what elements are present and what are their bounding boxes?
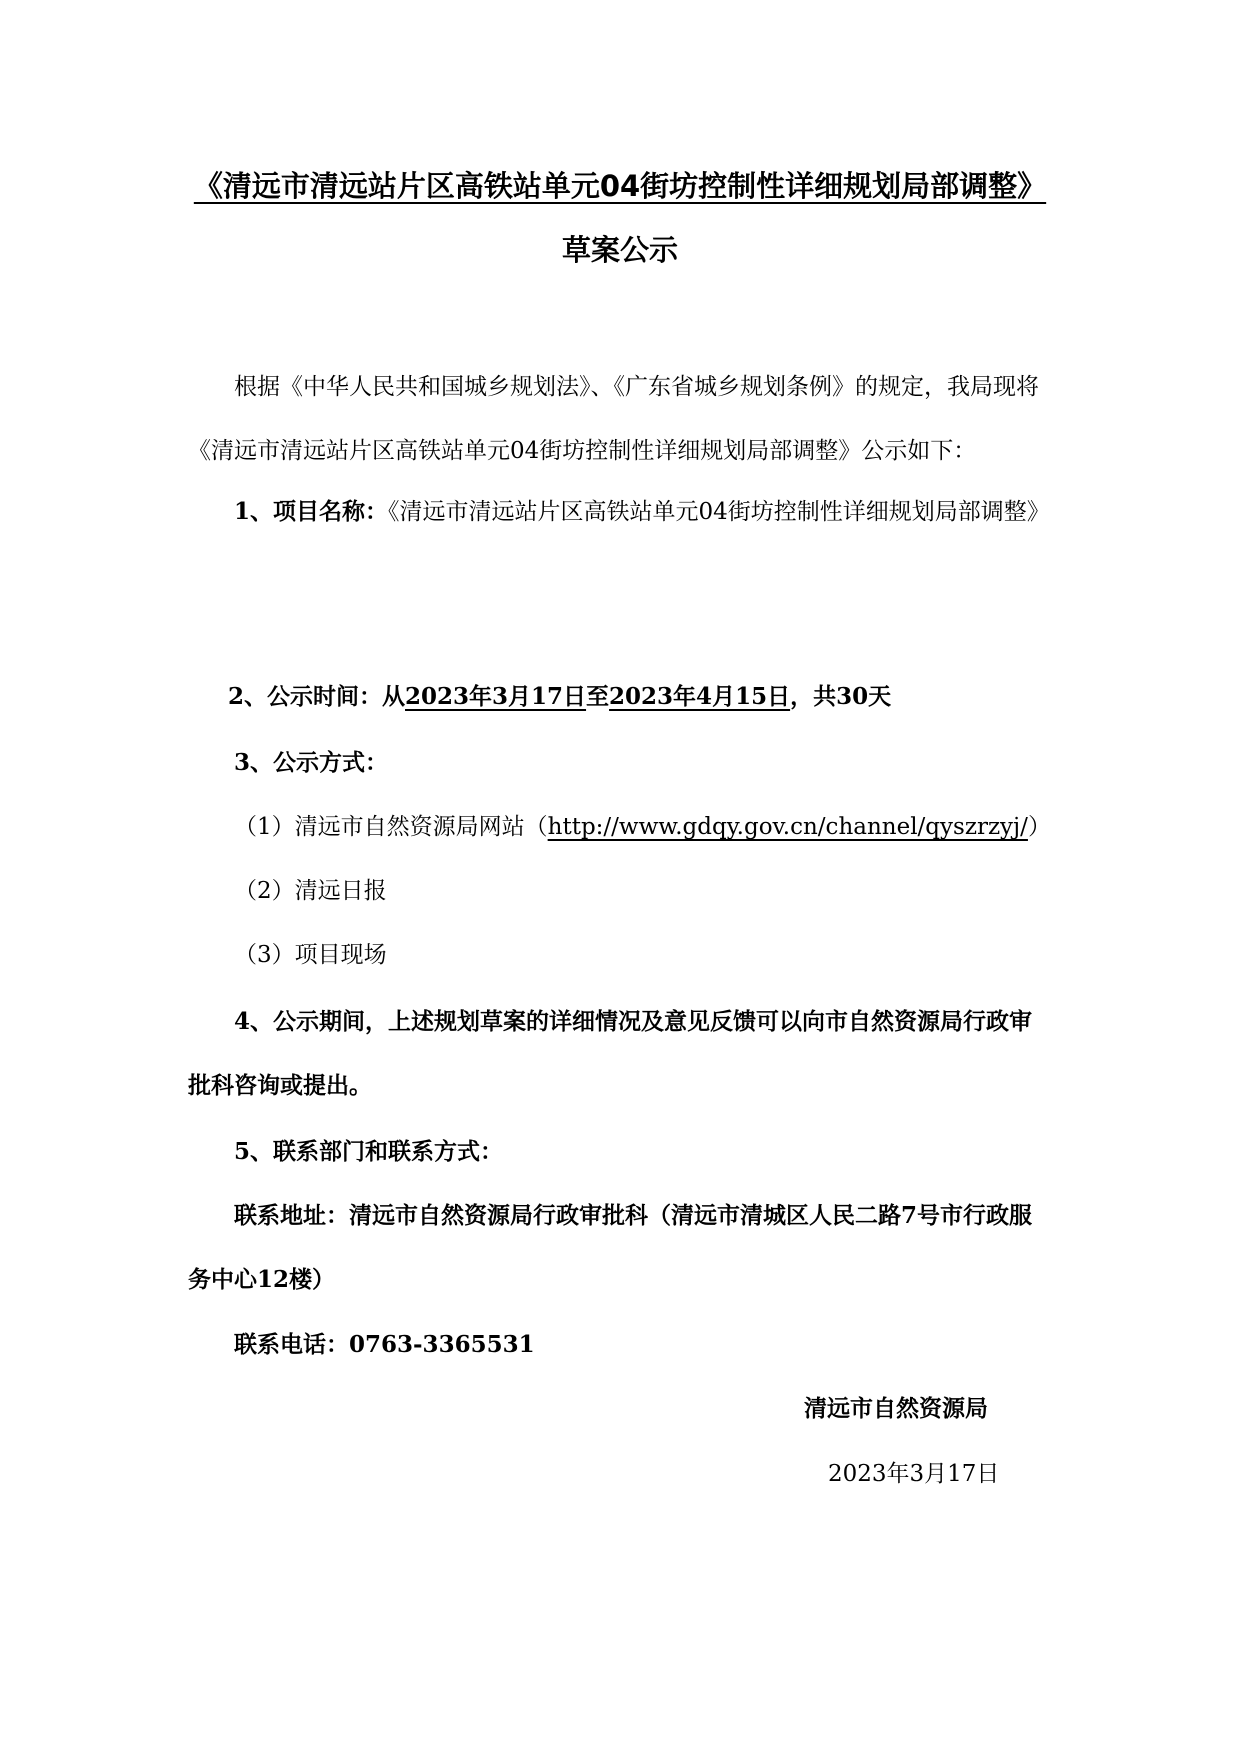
item-notice-methods-label: 3、公示方式： (234, 749, 389, 776)
document-title: 《清远市清远站片区高铁站单元04街坊控制性详细规划局部调整》 (193, 169, 1047, 203)
start-date: 2023年3月17日 (405, 683, 587, 710)
method-website-prefix: （1）清远市自然资源局网站（ (234, 814, 548, 840)
method-website-suffix: ） (1027, 814, 1051, 840)
item-project-name-label: 1、项目名称： (234, 498, 389, 525)
method-newspaper: （2）清远日报 (234, 878, 387, 904)
item-notice-period (228, 678, 891, 711)
signature-organization: 清远市自然资源局 (804, 1395, 988, 1422)
item-contact-label: 5、联系部门和联系方式： (234, 1138, 504, 1165)
date-separator: 至 (586, 683, 610, 710)
document-subtitle: 草案公示 (561, 233, 678, 267)
period-duration: ，共30天 (790, 683, 892, 710)
intro-paragraph: 根据《中华人民共和国城乡规划法》、《广东省城乡规划条例》的规定，我局现将《清远市清远站片区高铁站单元04街坊控制性详细规划局部调整》公示如下： (188, 374, 1039, 464)
item-feedback: 4、公示期间，上述规划草案的详细情况及意见反馈可以向市自然资源局行政审批科咨询或提出。 (188, 1008, 1033, 1099)
contact-address: 联系地址：清远市自然资源局行政审批科（清远市清城区人民二路7号市行政服务中心12楼） (188, 1202, 1033, 1293)
item-project-name (188, 480, 1052, 544)
end-date: 2023年4月15日 (609, 683, 791, 710)
item-notice-period-label: 2、公示时间：从 (228, 683, 406, 710)
contact-phone: 联系电话：0763-3365531 (234, 1331, 535, 1358)
method-website (234, 808, 1051, 841)
signature-date: 2023年3月17日 (828, 1461, 1000, 1487)
method-project-site: （3）项目现场 (234, 942, 387, 968)
item-project-name-text: 《清远市清远站片区高铁站单元04街坊控制性详细规划局部调整》 (388, 499, 1050, 525)
website-link[interactable]: http://www.gdqy.gov.cn/channel/qyszrzyj/ (547, 814, 1028, 840)
